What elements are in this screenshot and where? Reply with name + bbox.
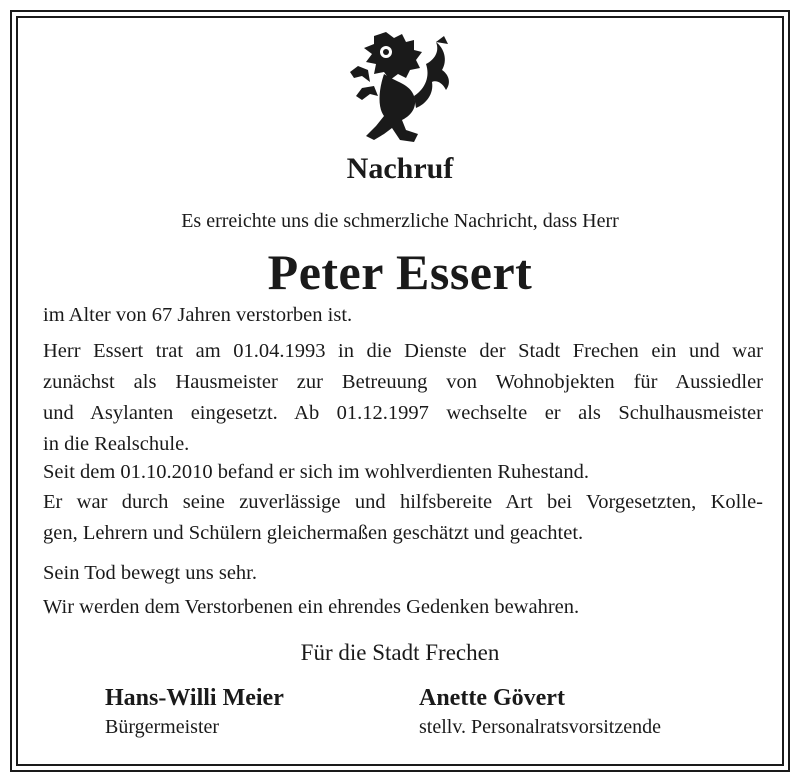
character-line: gen, Lehrern und Schülern gleichermaßen geschätzt und geachtet.	[43, 522, 584, 544]
page-title: Nachruf	[346, 152, 454, 185]
memory-line: Wir werden dem Verstorbenen ein ehrendes Gedenken bewahren.	[43, 596, 580, 618]
character-paragraph	[43, 487, 763, 549]
heraldic-lion-icon	[344, 30, 456, 148]
intro-text: Es erreichte uns die schmerzliche Nachricht, dass Herr	[181, 210, 619, 232]
career-paragraph	[43, 336, 763, 460]
signatory-role: stellv. Personalratsvorsitzende	[419, 716, 661, 738]
signatory-name: Anette Gövert	[419, 685, 565, 711]
career-line: und Asylanten eingesetzt. Ab 01.12.1997 wechselte er als Schulhausmeister	[43, 402, 763, 424]
on-behalf-line: Für die Stadt Frechen	[300, 640, 500, 665]
age-line: im Alter von 67 Jahren verstorben ist.	[43, 304, 353, 326]
signatory-role: Bürgermeister	[105, 716, 220, 738]
deceased-name: Peter Essert	[267, 244, 533, 300]
sorrow-line: Sein Tod bewegt uns sehr.	[43, 562, 257, 584]
character-line: Er war durch seine zuverlässige und hilfsbereite Art bei Vorgesetzten, Kolle-	[43, 491, 763, 513]
signatory-name: Hans-Willi Meier	[105, 685, 284, 711]
career-line: zunächst als Hausmeister zur Betreuung von Wohnobjekten für Aussiedler	[43, 371, 763, 393]
retirement-line: Seit dem 01.10.2010 befand er sich im wohlverdienten Ruhestand.	[43, 461, 589, 483]
career-line: Herr Essert trat am 01.04.1993 in die Dienste der Stadt Frechen ein und war	[43, 340, 763, 362]
signatory-mayor	[105, 685, 284, 739]
signatory-staff-council	[419, 685, 661, 739]
career-line: in die Realschule.	[43, 433, 190, 455]
